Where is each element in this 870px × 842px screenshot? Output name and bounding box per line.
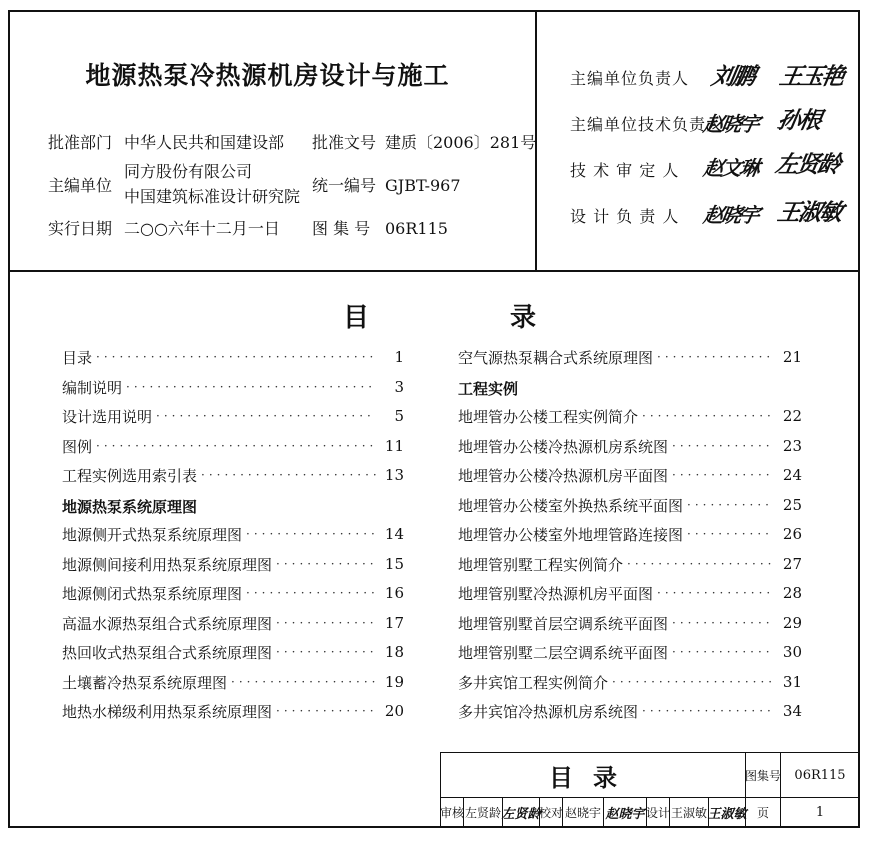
toc-entry-label: 设计选用说明 bbox=[62, 407, 153, 426]
chief-unit-label: 主编单位 bbox=[48, 176, 113, 195]
toc-entry-page: 26 bbox=[782, 525, 802, 543]
review-label: 审核 bbox=[440, 797, 464, 828]
toc-entry-page: 30 bbox=[782, 643, 802, 661]
header-divider bbox=[8, 270, 860, 272]
toc-leader-dots bbox=[672, 439, 774, 453]
toc-leader-dots bbox=[276, 557, 376, 571]
toc-entry[interactable] bbox=[458, 612, 802, 634]
signature: 左贤龄 bbox=[773, 151, 842, 178]
toc-entry[interactable] bbox=[458, 494, 802, 516]
approval-dept-label: 批准部门 bbox=[48, 133, 113, 152]
toc-entry[interactable] bbox=[458, 346, 802, 368]
toc-entry-page: 28 bbox=[782, 584, 802, 602]
toc-title-right: 录 bbox=[510, 303, 537, 333]
toc-entry[interactable] bbox=[62, 435, 404, 457]
toc-entry[interactable] bbox=[458, 641, 802, 663]
toc-entry-page: 14 bbox=[384, 525, 404, 543]
toc-leader-dots bbox=[96, 439, 376, 453]
review-signature: 左贤龄 bbox=[502, 797, 540, 828]
toc-leader-dots bbox=[672, 468, 774, 482]
toc-entry-label: 地埋管别墅工程实例简介 bbox=[458, 555, 624, 574]
title-block-atlas-label: 图集号 bbox=[745, 752, 781, 798]
page-label: 页 bbox=[745, 797, 781, 828]
toc-leader-dots bbox=[627, 557, 774, 571]
check-name: 赵晓宇 bbox=[562, 797, 604, 828]
toc-entry[interactable] bbox=[62, 641, 404, 663]
toc-entry-label: 地埋管别墅二层空调系统平面图 bbox=[458, 643, 669, 662]
toc-entry[interactable] bbox=[62, 553, 404, 575]
toc-entry-page: 11 bbox=[384, 437, 404, 455]
toc-entry[interactable] bbox=[62, 464, 404, 486]
toc-leader-dots bbox=[276, 704, 376, 718]
toc-section-heading: 工程实例 bbox=[458, 380, 519, 398]
toc-entry[interactable] bbox=[62, 405, 404, 427]
toc-leader-dots bbox=[96, 350, 376, 364]
effective-date-label: 实行日期 bbox=[48, 219, 113, 238]
title-block bbox=[440, 752, 860, 828]
toc-entry-label: 地源侧间接利用热泵系统原理图 bbox=[62, 555, 273, 574]
unified-no-label: 统一编号 bbox=[312, 176, 377, 195]
toc-entry-page: 34 bbox=[782, 702, 802, 720]
toc-leader-dots bbox=[156, 409, 376, 423]
signature: 赵晓宇 bbox=[701, 203, 760, 227]
atlas-no-label: 图 集 号 bbox=[312, 219, 371, 238]
toc-entry-page: 21 bbox=[782, 348, 802, 366]
toc-entry-label: 地埋管办公楼冷热源机房平面图 bbox=[458, 466, 669, 485]
page-value: 1 bbox=[780, 797, 860, 828]
toc-entry-page: 24 bbox=[782, 466, 802, 484]
chief-unit-line1: 同方股份有限公司 bbox=[124, 162, 253, 181]
toc-entry-page: 20 bbox=[384, 702, 404, 720]
toc-entry[interactable] bbox=[62, 700, 404, 722]
toc-entry-page: 18 bbox=[384, 643, 404, 661]
toc-entry-label: 地埋管办公楼室外换热系统平面图 bbox=[458, 496, 684, 515]
responsible-role: 技 术 审 定 人 bbox=[570, 161, 680, 180]
toc-entry-label: 地热水梯级利用热泵系统原理图 bbox=[62, 702, 273, 721]
design-name: 王淑敏 bbox=[669, 797, 709, 828]
signature: 赵文琳 bbox=[701, 156, 760, 180]
toc-title-left: 目 bbox=[343, 303, 370, 333]
toc-section-heading: 地源热泵系统原理图 bbox=[62, 498, 198, 516]
toc-entry-page: 5 bbox=[394, 407, 404, 425]
unified-no-value: GJBT-967 bbox=[385, 176, 461, 195]
approval-doc-value: 建质〔2006〕281号 bbox=[385, 133, 537, 152]
toc-entry-page: 17 bbox=[384, 614, 404, 632]
toc-leader-dots bbox=[657, 350, 774, 364]
signature: 孙根 bbox=[775, 107, 823, 134]
toc-entry-label: 多井宾馆冷热源机房系统图 bbox=[458, 702, 639, 721]
approval-doc-label: 批准文号 bbox=[312, 133, 377, 152]
toc-entry-page: 22 bbox=[782, 407, 802, 425]
toc-entry-page: 16 bbox=[384, 584, 404, 602]
toc-leader-dots bbox=[687, 527, 774, 541]
toc-entry-page: 25 bbox=[782, 496, 802, 514]
toc-entry-label: 地源侧开式热泵系统原理图 bbox=[62, 525, 243, 544]
toc-entry[interactable] bbox=[458, 464, 802, 486]
signature: 王淑敏 bbox=[775, 199, 844, 226]
toc-leader-dots bbox=[246, 586, 376, 600]
responsible-role: 设 计 负 责 人 bbox=[570, 207, 680, 226]
signature: 赵晓宇 bbox=[701, 112, 760, 136]
toc-leader-dots bbox=[231, 675, 376, 689]
toc-entry-label: 地埋管别墅冷热源机房平面图 bbox=[458, 584, 654, 603]
toc-entry[interactable] bbox=[62, 671, 404, 693]
toc-entry-label: 图例 bbox=[62, 437, 93, 456]
toc-entry-label: 工程实例选用索引表 bbox=[62, 466, 198, 485]
signature: 刘鹏 bbox=[709, 63, 757, 90]
toc-leader-dots bbox=[276, 616, 376, 630]
toc-entry-label: 多井宾馆工程实例简介 bbox=[458, 673, 609, 692]
signature: 王玉艳 bbox=[777, 63, 846, 90]
toc-entry-label: 土壤蓄冷热泵系统原理图 bbox=[62, 673, 228, 692]
toc-entry[interactable] bbox=[458, 582, 802, 604]
toc-leader-dots bbox=[126, 380, 376, 394]
toc-leader-dots bbox=[612, 675, 774, 689]
toc-leader-dots bbox=[642, 409, 774, 423]
toc-entry[interactable] bbox=[458, 671, 802, 693]
toc-entry-label: 地埋管办公楼室外地埋管路连接图 bbox=[458, 525, 684, 544]
toc-leader-dots bbox=[201, 468, 376, 482]
toc-entry-page: 19 bbox=[384, 673, 404, 691]
check-signature: 赵晓宇 bbox=[603, 797, 647, 828]
toc-entry-page: 27 bbox=[782, 555, 802, 573]
toc-entry-page: 3 bbox=[394, 378, 404, 396]
review-name: 左贤龄 bbox=[463, 797, 503, 828]
design-label: 设计 bbox=[646, 797, 670, 828]
toc-entry[interactable] bbox=[458, 700, 802, 722]
toc-leader-dots bbox=[672, 616, 774, 630]
check-label: 校对 bbox=[539, 797, 563, 828]
toc-leader-dots bbox=[642, 704, 774, 718]
toc-entry[interactable] bbox=[458, 553, 802, 575]
toc-entry[interactable] bbox=[62, 376, 404, 398]
toc-entry-label: 地源侧闭式热泵系统原理图 bbox=[62, 584, 243, 603]
toc-leader-dots bbox=[672, 645, 774, 659]
toc-entry-page: 1 bbox=[394, 348, 404, 366]
toc-entry-label: 目录 bbox=[62, 348, 93, 367]
toc-entry[interactable] bbox=[62, 582, 404, 604]
title-block-atlas-value: 06R115 bbox=[780, 752, 860, 798]
toc-entry-label: 热回收式热泵组合式系统原理图 bbox=[62, 643, 273, 662]
toc-entry-label: 编制说明 bbox=[62, 378, 123, 397]
toc-leader-dots bbox=[246, 527, 376, 541]
effective-date-value: 二○○六年十二月一日 bbox=[124, 219, 280, 238]
toc-entry-page: 23 bbox=[782, 437, 802, 455]
design-signature: 王淑敏 bbox=[708, 797, 746, 828]
toc-entry-page: 31 bbox=[782, 673, 802, 691]
toc-entry-label: 空气源热泵耦合式系统原理图 bbox=[458, 348, 654, 367]
toc-entry-page: 13 bbox=[384, 466, 404, 484]
toc-entry-page: 29 bbox=[782, 614, 802, 632]
toc-leader-dots bbox=[687, 498, 774, 512]
toc-entry-label: 地埋管别墅首层空调系统平面图 bbox=[458, 614, 669, 633]
chief-unit-line2: 中国建筑标准设计研究院 bbox=[124, 187, 301, 206]
toc-entry[interactable] bbox=[62, 346, 404, 368]
toc-leader-dots bbox=[276, 645, 376, 659]
toc-entry[interactable] bbox=[62, 523, 404, 545]
toc-entry-page: 15 bbox=[384, 555, 404, 573]
document-title: 地源热泵冷热源机房设计与施工 bbox=[85, 61, 450, 90]
toc-leader-dots bbox=[657, 586, 774, 600]
title-block-title: 目录 bbox=[440, 752, 746, 798]
toc-entry-label: 地埋管办公楼工程实例简介 bbox=[458, 407, 639, 426]
toc-entry[interactable] bbox=[458, 523, 802, 545]
toc-entry[interactable] bbox=[458, 435, 802, 457]
toc-entry[interactable] bbox=[458, 405, 802, 427]
responsible-role: 主编单位技术负责人 bbox=[570, 115, 724, 134]
toc-entry[interactable] bbox=[62, 612, 404, 634]
toc-entry-label: 高温水源热泵组合式系统原理图 bbox=[62, 614, 273, 633]
toc-entry-label: 地埋管办公楼冷热源机房系统图 bbox=[458, 437, 669, 456]
approval-dept-value: 中华人民共和国建设部 bbox=[124, 133, 285, 152]
atlas-no-value: 06R115 bbox=[385, 219, 448, 238]
responsible-role: 主编单位负责人 bbox=[570, 69, 690, 88]
